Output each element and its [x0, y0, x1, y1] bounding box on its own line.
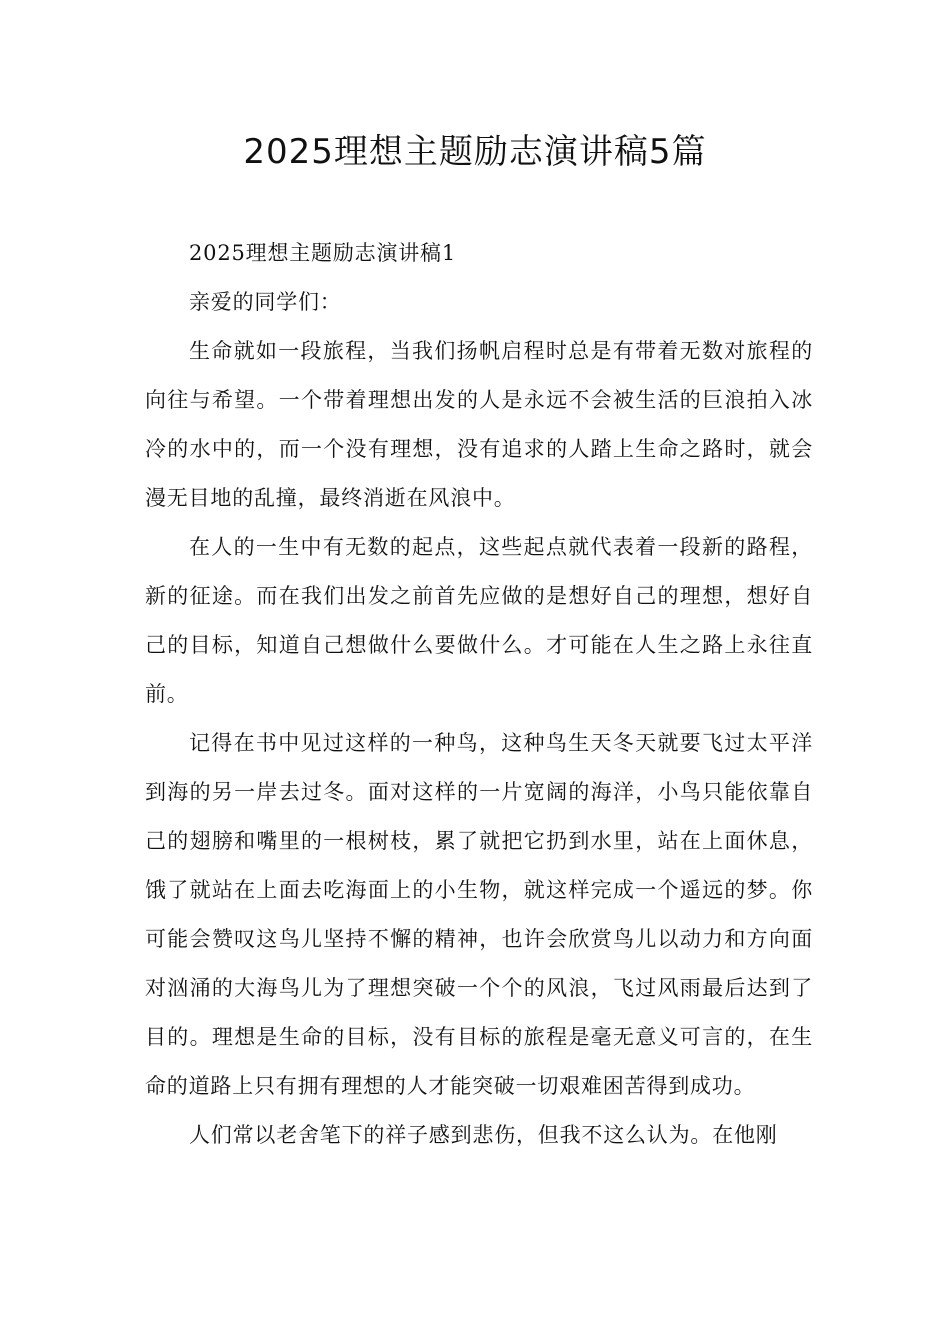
speech-subtitle: 2025理想主题励志演讲稿1: [189, 241, 457, 265]
paragraph: 生命就如一段旅程，当我们扬帆启程时总是有带着无数对旅程的向往与希望。一个带着理想出发的人是永远不会被生活的巨浪拍入冰冷的水中的，而一个没有理想，没有追求的人踏上生命之路时，就会漫无目地的乱撞，最终消逝在风浪中。: [145, 339, 813, 510]
document-title: 2025理想主题励志演讲稿5篇: [243, 132, 707, 172]
paragraph: 人们常以老舍笔下的祥子感到悲伤，但我不这么认为。在他刚: [189, 1123, 778, 1147]
paragraph: 在人的一生中有无数的起点，这些起点就代表着一段新的路程，新的征途。而在我们出发之前首先应做的是想好自己的理想，想好自己的目标，知道自己想做什么要做什么。才可能在人生之路上永往直前。: [145, 535, 813, 706]
document-body: [145, 229, 813, 1160]
salutation: 亲爱的同学们：: [189, 290, 342, 314]
paragraph: 记得在书中见过这样的一种鸟，这种鸟生天冬天就要飞过太平洋到海的另一岸去过冬。面对这样的一片宽阔的海洋，小鸟只能依靠自己的翅膀和嘴里的一根树枝，累了就把它扔到水里，站在上面休息，饿了就站在上面去吃海面上的小生物，就这样完成一个遥远的梦。你可能会赞叹这鸟儿坚持不懈的精神，也许会欣赏鸟儿以动力和方向面对汹涌的大海鸟儿为了理想突破一个个的风浪，飞过风雨最后达到了目的。理想是生命的目标，没有目标的旅程是毫无意义可言的，在生命的道路上只有拥有理想的人才能突破一切艰难困苦得到成功。: [145, 731, 813, 1098]
